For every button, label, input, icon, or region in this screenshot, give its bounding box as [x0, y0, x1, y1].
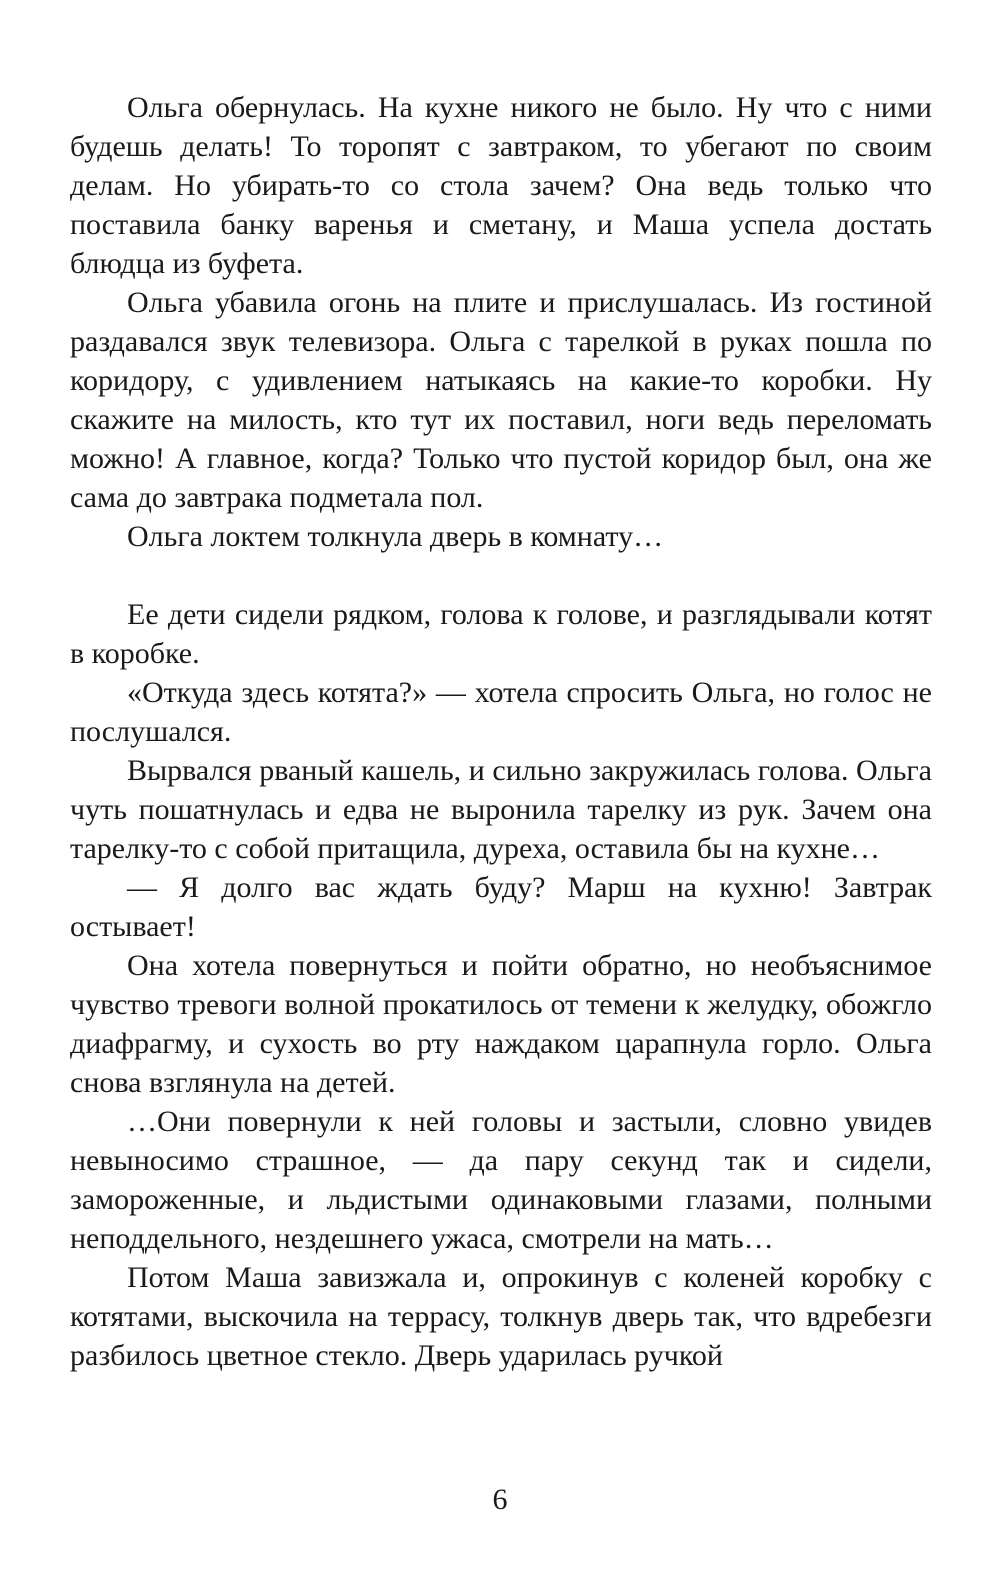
paragraph: Ольга обернулась. На кухне никого не было. Ну что с ними будешь делать! То торопят с завтраком, то убегают по своим делам. Но убирать-то со стола зачем? Она ведь только что поставила банку варенья и сметану, и Маша успела достать блюдца из буфета. [70, 91, 932, 280]
paragraph: Вырвался рваный кашель, и сильно закружилась голова. Ольга чуть пошатнулась и едва не выронила тарелку из рук. Зачем она тарелку-то с собой притащила, дуреха, оставила бы на кухне… [70, 754, 932, 865]
paragraph: Потом Маша завизжала и, опрокинув с коленей коробку с котятами, выскочила на террасу, толкнув дверь так, что вдребезги разбилось цветное стекло. Дверь ударилась ручкой [70, 1261, 932, 1372]
page-body [70, 88, 932, 1375]
paragraph: — Я долго вас ждать буду? Марш на кухню! Завтрак остывает! [70, 871, 932, 943]
section-break [70, 556, 932, 595]
paragraph: Ольга локтем толкнула дверь в комнату… [127, 520, 664, 553]
paragraph: Ее дети сидели рядком, голова к голове, и разглядывали котят в коробке. [70, 598, 932, 670]
paragraph: «Откуда здесь котята?» — хотела спросить Ольга, но голос не послушался. [70, 676, 932, 748]
page-number: 6 [492, 1483, 508, 1516]
paragraph: Она хотела повернуться и пойти обратно, но необъяснимое чувство тревоги волной прокатилось от темени к желудку, обожгло диафрагму, и сухость во рту наждаком царапнула горло. Ольга снова взглянула на детей. [70, 949, 932, 1099]
paragraph: …Они повернули к ней головы и застыли, словно увидев невыносимо страшное, — да пару секунд так и сидели, замороженные, и льдистыми одинаковыми глазами, полными неподдельного, нездешнего ужаса, смотрели на мать… [70, 1105, 932, 1255]
paragraph: Ольга убавила огонь на плите и прислушалась. Из гостиной раздавался звук телевизора. Ольга с тарелкой в руках пошла по коридору, с удивлением натыкаясь на какие-то коробки. Ну скажите на милость, кто тут их поставил, ноги ведь переломать можно! А главное, когда? Только что пустой коридор был, она же сама до завтрака подметала пол. [70, 286, 932, 514]
